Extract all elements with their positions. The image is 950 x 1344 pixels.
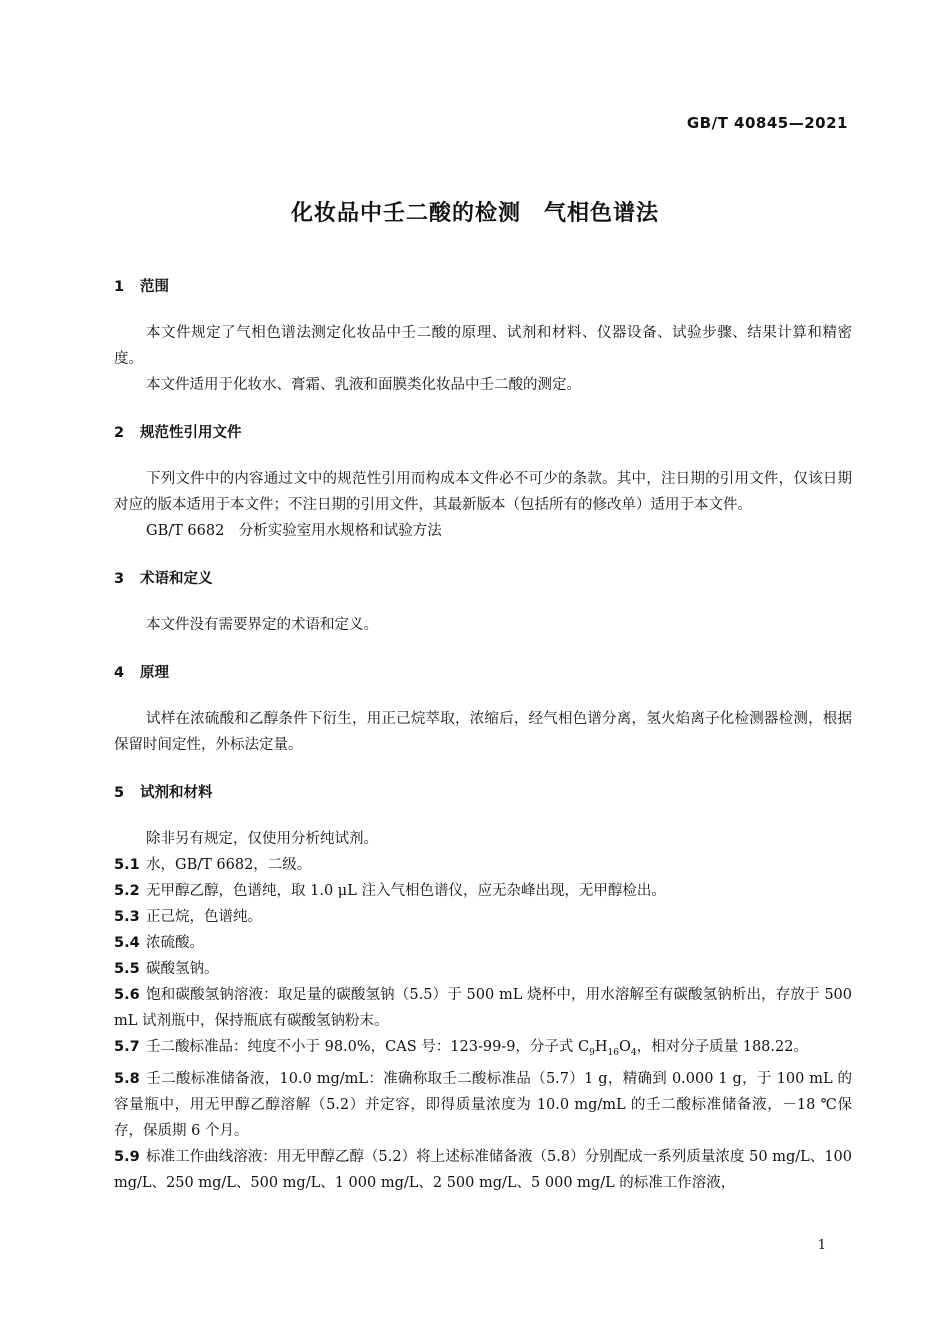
- paragraph: 下列文件中的内容通过文中的规范性引用而构成本文件必不可少的条款。其中，注日期的引用文件，仅该日期对应的版本适用于本文件；不注日期的引用文件，其最新版本（包括所有的修改单）适用于本文件。: [114, 471, 852, 513]
- paragraph: 本文件规定了气相色谱法测定化妆品中壬二酸的原理、试剂和材料、仪器设备、试验步骤、结果计算和精密度。: [114, 325, 852, 367]
- section-heading: 3 术语和定义: [114, 571, 213, 587]
- section-heading: 2 规范性引用文件: [114, 425, 242, 441]
- clause: 5.6 饱和碳酸氢钠溶液：取足量的碳酸氢钠（5.5）于 500 mL 烧杯中，用水溶解至有碳酸氢钠析出，存放于 500 mL 试剂瓶中，保持瓶底有碳酸氢钠粉末。: [114, 987, 852, 1029]
- section-heading: 5 试剂和材料: [114, 785, 213, 801]
- clause: 5.5 碳酸氢钠。: [114, 961, 219, 977]
- clause: 5.8 壬二酸标准储备液，10.0 mg/mL：准确称取壬二酸标准品（5.7）1 g，精确到 0.000 1 g，于 100 mL 的容量瓶中，用无甲醇乙醇溶解（5.2）并定容，即得质量浓度为 10.0 mg/mL 的壬二酸标准储备液，－18 ℃保存，保质期 6 个月。: [114, 1070, 852, 1139]
- paragraph: 本文件适用于化妆水、膏霜、乳液和面膜类化妆品中壬二酸的测定。: [146, 377, 581, 393]
- clause: 5.3 正己烷，色谱纯。: [114, 909, 262, 925]
- paragraph: 除非另有规定，仅使用分析纯试剂。: [146, 831, 378, 847]
- paragraph: 本文件没有需要界定的术语和定义。: [146, 617, 378, 633]
- document-body: [114, 270, 852, 1196]
- page-number: 1: [817, 1238, 826, 1253]
- section-heading: 4 原理: [114, 665, 169, 681]
- clause: 5.1 水，GB/T 6682，二级。: [114, 857, 312, 873]
- standard-code: GB/T 40845—2021: [686, 114, 848, 132]
- section-heading: 1 范围: [114, 279, 169, 295]
- document-title: 化妆品中壬二酸的检测 气相色谱法: [290, 201, 659, 226]
- clause: 5.4 浓硫酸。: [114, 935, 204, 951]
- paragraph: 试样在浓硫酸和乙醇条件下衍生，用正己烷萃取，浓缩后，经气相色谱分离，氢火焰离子化检测器检测，根据保留时间定性，外标法定量。: [114, 711, 852, 753]
- clause: 5.9 标准工作曲线溶液：用无甲醇乙醇（5.2）将上述标准储备液（5.8）分别配成一系列质量浓度 50 mg/L、100 mg/L、250 mg/L、500 mg/L、1 000 mg/L、2 500 mg/L、5 000 mg/L 的标准工作溶液，: [114, 1148, 852, 1191]
- clause: 5.2 无甲醇乙醇，色谱纯，取 1.0 μL 注入气相色谱仪，应无杂峰出现，无甲醇检出。: [114, 883, 666, 899]
- clause: 5.7 壬二酸标准品：纯度不小于 98.0%，CAS 号：123-99-9，分子式 $C_9H_{16}O_4$，相对分子质量 188.22。: [114, 1039, 808, 1058]
- normative-reference: GB/T 6682 分析实验室用水规格和试验方法: [146, 523, 442, 539]
